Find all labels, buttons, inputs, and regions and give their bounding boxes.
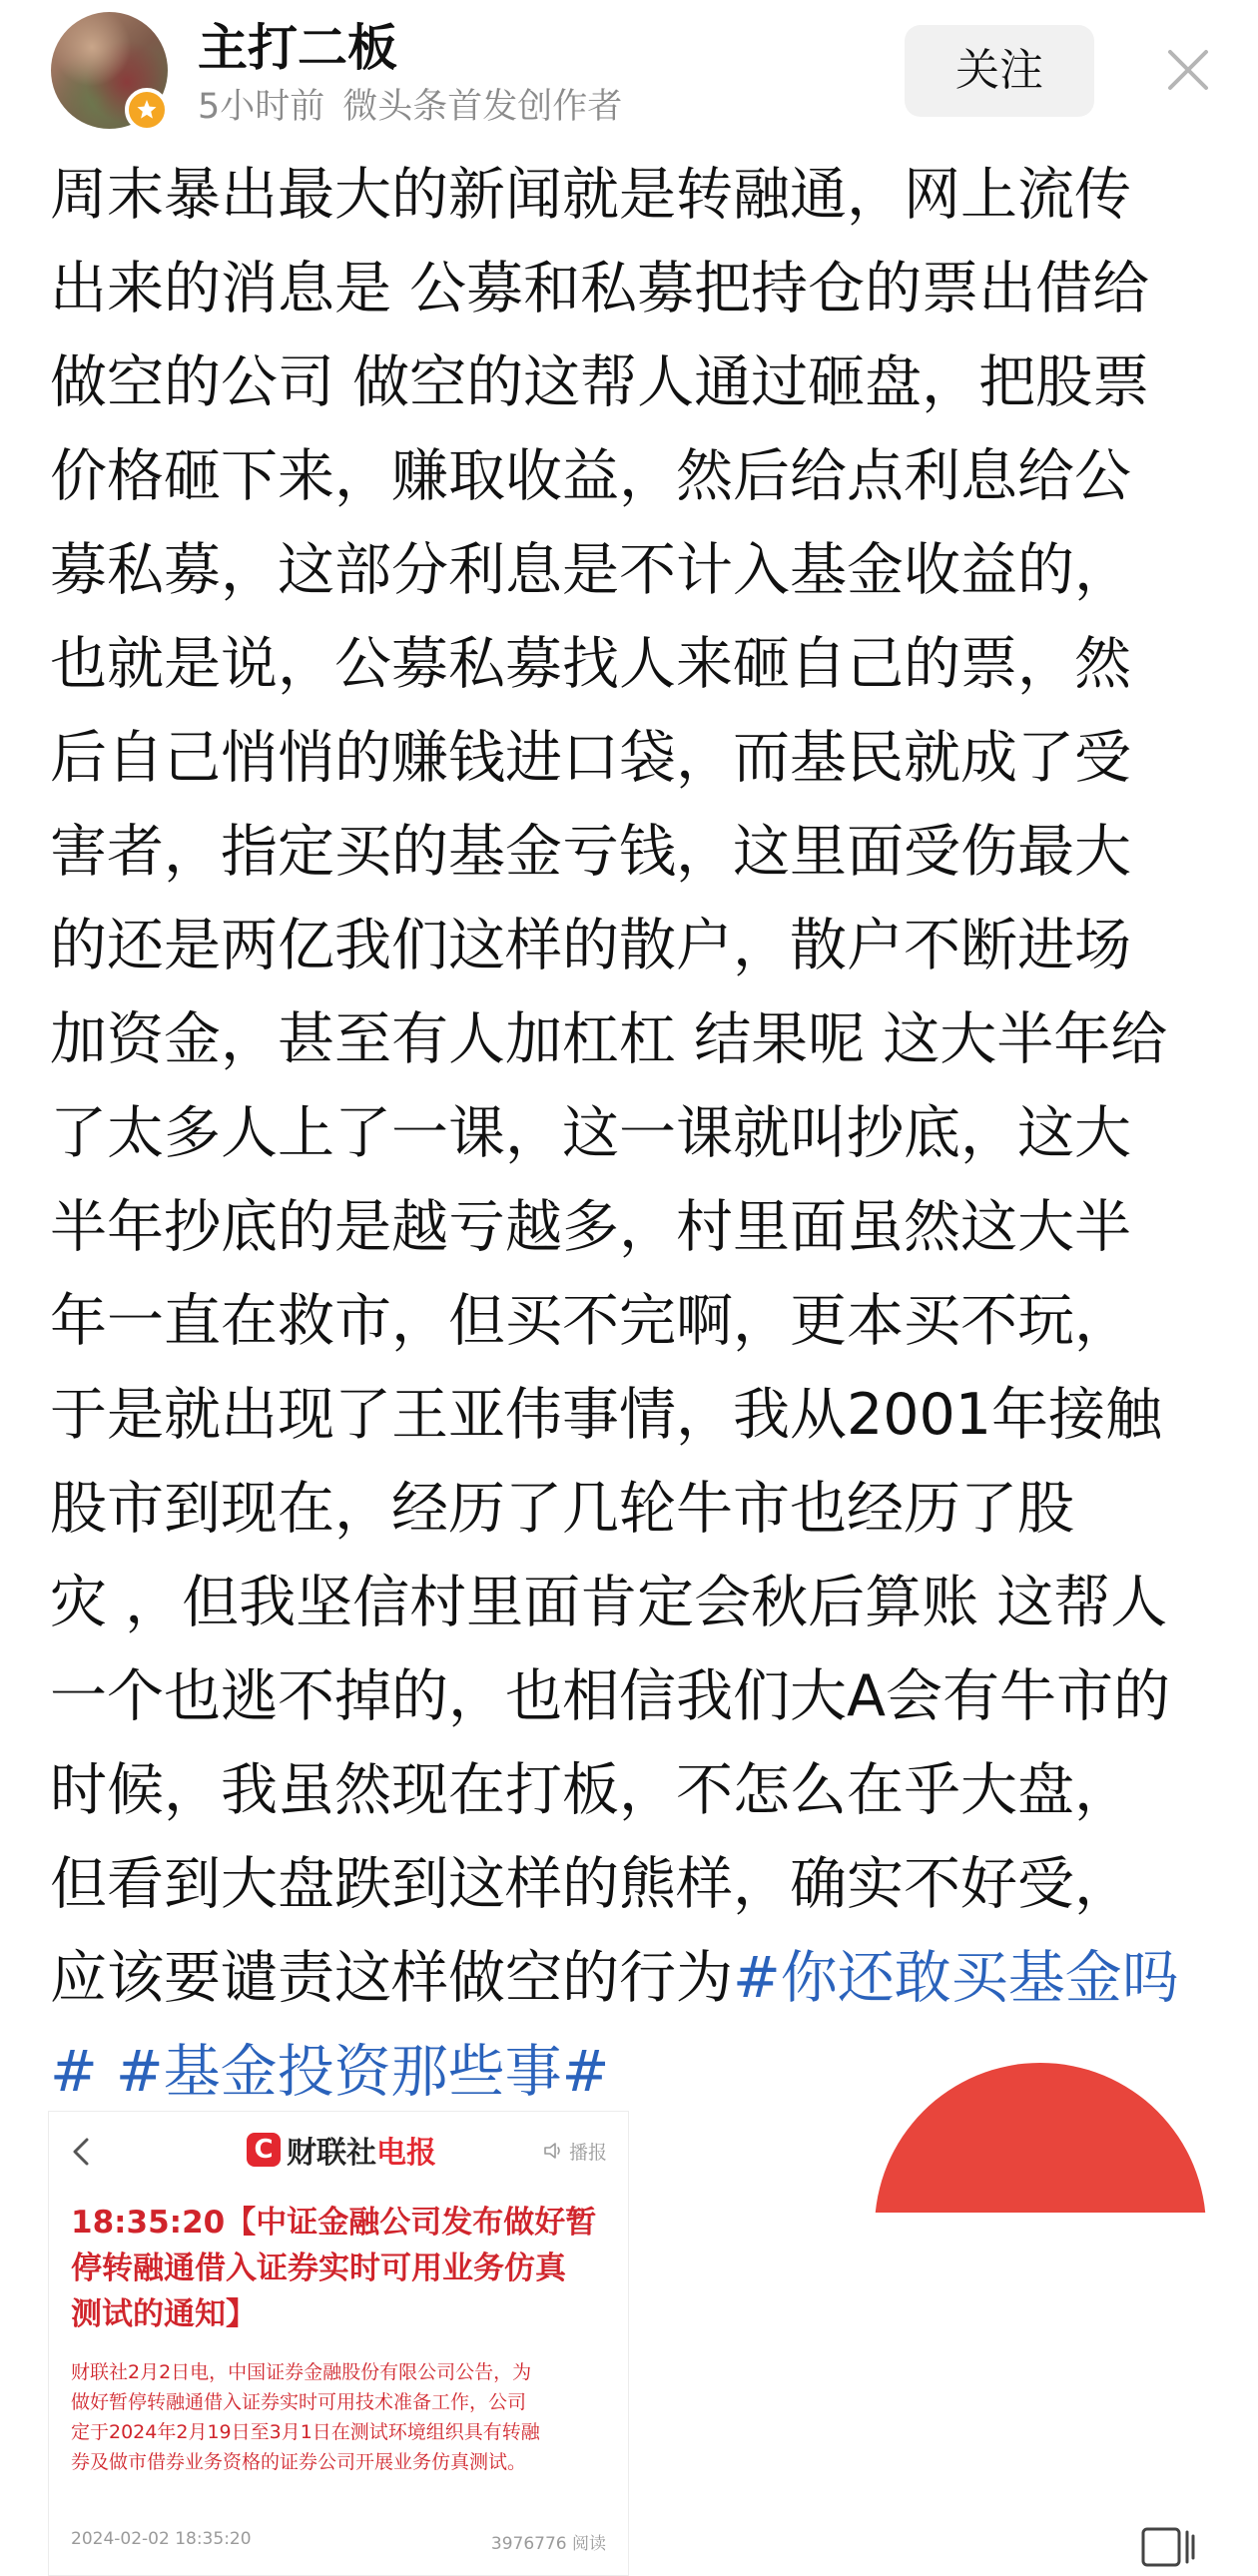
article-line-with-hashtag <box>50 1931 1218 2025</box>
creator-badge-icon <box>125 88 169 132</box>
logo-suffix: 电报 <box>376 2136 436 2171</box>
close-icon[interactable] <box>1162 44 1214 96</box>
article-line: 但看到大盘跌到这样的熊样，确实不好受， <box>50 1851 1131 1917</box>
body-line: 券及做市借券业务资格的证券公司开展业务仿真测试。 <box>71 2451 527 2473</box>
logo-name: 财联社 <box>287 2136 376 2171</box>
news-body <box>71 2357 610 2477</box>
post-meta <box>198 84 622 130</box>
author-tag: 微头条首发创作者 <box>342 87 623 127</box>
author-name[interactable]: 主打二板 <box>198 19 397 77</box>
article-line: 加资金，甚至有人加杠杠 结果呢 这大半年给 <box>50 1006 1168 1072</box>
article-line: 后自己悄悄的赚钱进口袋，而基民就成了受 <box>50 725 1131 791</box>
article-line: 价格砸下来，赚取收益，然后给点利息给公 <box>50 443 1131 509</box>
article-line: 半年抄底的是越亏越多，村里面虽然这大半 <box>50 1194 1131 1260</box>
post-body <box>50 148 1218 2119</box>
hashtag-end[interactable]: # <box>50 2039 98 2105</box>
body-line: 财联社2月2日电，中国证券金融股份有限公司公告，为 <box>71 2361 532 2383</box>
body-line: 定于2024年2月19日至3月1日在测试环境组织具有转融 <box>71 2421 540 2443</box>
article-line: 周末暴出最大的新闻就是转融通，网上流传 <box>50 162 1131 228</box>
article-line: 一个也逃不掉的，也相信我们大A会有牛市的 <box>50 1663 1170 1729</box>
chevron-left-icon <box>67 2132 97 2172</box>
broadcast-label: 播报 <box>569 2141 608 2164</box>
embedded-news-image[interactable] <box>48 2111 629 2576</box>
headline-line: 18:35:20【中证金融公司发布做好暂 <box>71 2205 597 2241</box>
article-line: 也就是说，公募私募找人来砸自己的票，然 <box>50 631 1131 697</box>
article-line: 灾 ，但我坚信村里面肯定会秋后算账 这帮人 <box>50 1570 1168 1635</box>
headline-line: 测试的通知】 <box>71 2296 257 2332</box>
article-line: 了太多人上了一课，这一课就叫抄底，这大 <box>50 1100 1131 1166</box>
hashtag-link[interactable]: #基金投资那些事# <box>97 2039 610 2105</box>
body-line: 做好暂停转融通借入证券实时可用技术准备工作，公司 <box>71 2391 527 2413</box>
article-line: 害者，指定买的基金亏钱，这里面受伤最大 <box>50 819 1131 885</box>
news-read-count: 3976776 阅读 <box>490 2534 606 2554</box>
follow-button[interactable]: 关注 <box>905 25 1094 117</box>
article-line: 募私募，这部分利息是不计入基金收益的， <box>50 537 1131 603</box>
hashtag-link[interactable]: #你还敢买基金吗 <box>733 1945 1179 2011</box>
logo-mark: C <box>247 2133 281 2167</box>
post-header <box>0 0 1258 145</box>
article-line: 股市到现在，经历了几轮牛市也经历了股 <box>50 1476 1074 1542</box>
article-line: 于是就出现了王亚伟事情，我从2001年接触 <box>50 1382 1163 1448</box>
article-line: 年一直在救市，但买不完啊，更本买不玩， <box>50 1288 1131 1354</box>
image-gallery-icon[interactable] <box>1140 2526 1196 2568</box>
news-headline <box>71 2200 610 2337</box>
article-text: 应该要谴责这样做空的行为 <box>50 1945 733 2011</box>
broadcast-control <box>543 2136 607 2166</box>
headline-line: 停转融通借入证券实时可用业务仿真 <box>71 2251 566 2286</box>
post-time: 5小时前 <box>198 87 325 127</box>
news-timestamp: 2024-02-02 18:35:20 <box>71 2529 252 2549</box>
article-line: 做空的公司 做空的这帮人通过砸盘，把股票 <box>50 349 1150 415</box>
article-line: 的还是两亿我们这样的散户，散户不断进场 <box>50 913 1131 978</box>
news-source-logo <box>247 2128 436 2172</box>
floating-action-button[interactable] <box>875 2063 1206 2213</box>
logo-text <box>287 2128 436 2172</box>
article-line: 时候，我虽然现在打板，不怎么在乎大盘， <box>50 1757 1131 1823</box>
article-line: 出来的消息是 公募和私募把持仓的票出借给 <box>50 256 1150 322</box>
speaker-icon <box>543 2141 565 2161</box>
